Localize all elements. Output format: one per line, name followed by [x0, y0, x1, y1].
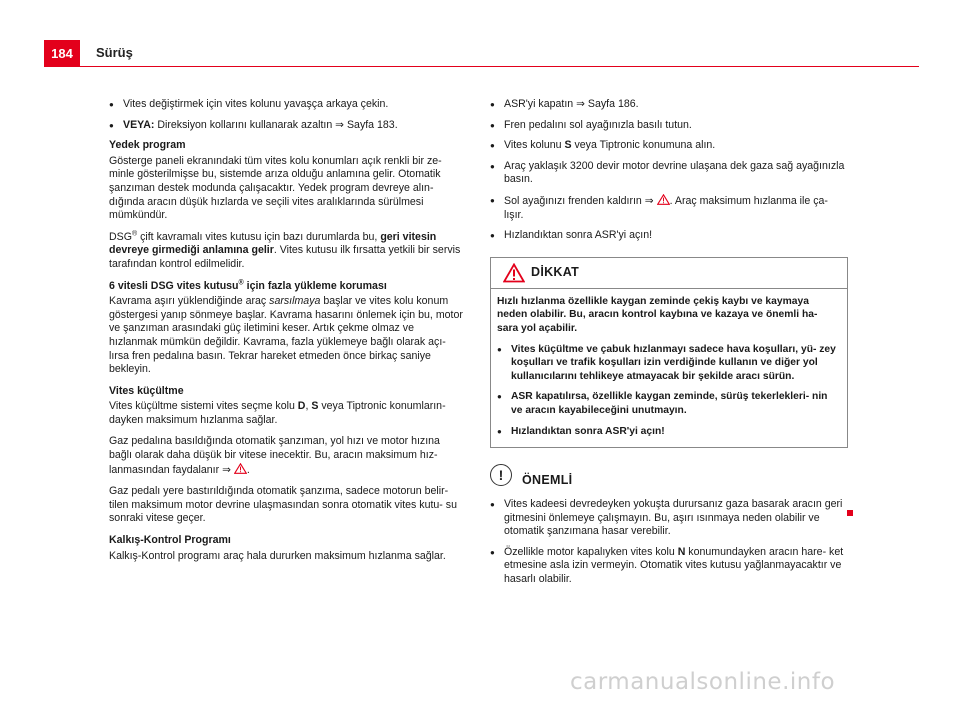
- section-heading: Vites küçültme: [109, 384, 184, 397]
- page-header: [0, 0, 960, 70]
- section-heading: 6 vitesli DSG vites kutusu® için fazla yükleme koruması: [109, 279, 387, 292]
- paragraph: Vites küçültme sistemi vites seçme kolu D, S veya Tiptronic konumların- dayken maksimum hızlanma sağlar.: [109, 400, 446, 426]
- list-item: ● Sol ayağınızı frenden kaldırın ⇒ . Araç maksimum hızlanma ile ça- lışır.: [490, 194, 848, 222]
- list-item: ● Özellikle motor kapalıyken vites kolu N konumundayken aracın hare- ket etmesine asla izin vermeyin. Otomatik vites kutusu yağlanmayacaktır ve hasarlı olabilir.: [490, 546, 848, 587]
- paragraph: Gösterge paneli ekranındaki tüm vites kolu konumları açık renkli bir ze- minle gösterilmişse bu, sistemde arıza olduğu anlamına gelir. Otomatik şanzıman destek modunda çalışacaktır. Yedek program devreye alın- dığında aracın düşük hızlarda ve seçili vites aralıklarında sürülmesi mümkündür.: [109, 154, 442, 222]
- warning-title: DİKKAT: [531, 264, 580, 279]
- warning-triangle-icon: [503, 263, 525, 283]
- note-title: ÖNEMLİ: [522, 473, 573, 488]
- section-heading: Kalkış-Kontrol Programı: [109, 534, 231, 547]
- list-item: ● VEYA: Direksiyon kollarını kullanarak azaltın ⇒ Sayfa 183.: [109, 119, 464, 133]
- left-column: [109, 98, 464, 571]
- list-item: ● Araç yaklaşık 3200 devir motor devrine ulaşana dek gaza sağ ayağınızla basın.: [490, 160, 848, 187]
- warning-triangle-icon[interactable]: [657, 194, 670, 205]
- page-number: 184: [44, 40, 80, 67]
- right-column: [490, 98, 848, 594]
- warning-box: [490, 257, 848, 448]
- warning-triangle-icon[interactable]: [234, 463, 247, 474]
- list-item: ● ASR kapatılırsa, özellikle kaygan zeminde, sürüş tekerlekleri- nin ve aracın kayabileceğini unutmayın.: [497, 390, 841, 417]
- list-item: ● Hızlandıktan sonra ASR'yi açın!: [497, 425, 841, 439]
- list-item: ● Vites değiştirmek için vites kolunu yavaşça arkaya çekin.: [109, 98, 464, 112]
- header-rule: [44, 66, 919, 67]
- paragraph: Kalkış-Kontrol programı araç hala dururken maksimum hızlanma sağlar.: [109, 549, 446, 562]
- section-heading: Yedek program: [109, 139, 186, 152]
- watermark: carmanualsonline.info: [570, 669, 836, 695]
- list-item: ● Fren pedalını sol ayağınızla basılı tutun.: [490, 119, 848, 133]
- paragraph: Kavrama aşırı yüklendiğinde araç sarsılmaya başlar ve vites kolu konum göstergesi yanıp sönmeye başlar. Kavrama hasarını önlemek için bu, motor ve şanzıman arasındaki güç iletimini keser. Artık çekme olmaz ve hızlanmak mümkün değildir. Kavrama, fazla yüklemeye bağlı olarak açı- lırsa fren pedalına basın. Tekrar hareket etmeden önce birkaç saniye bekleyin.: [109, 295, 463, 376]
- warning-body: [491, 289, 847, 447]
- paragraph: Gaz pedalına basıldığında otomatik şanzıman, yol hızı ve motor hızına bağlı olarak daha düşük bir vitese inecektir. Bu, aracın maksimum hız- lanmasından faydalanır ⇒ .: [109, 435, 440, 476]
- warning-header: [491, 258, 847, 289]
- paragraph: Hızlı hızlanma özellikle kaygan zeminde çekiş kaybı ve kaymaya neden olabilir. Bu, aracın kontrol kaybına ve kazaya ve önemli ha- sara yol açabilir.: [497, 295, 818, 334]
- list-item: ● Vites kadeesi devredeyken yokuşta durursanız gaza basarak aracın geri gitmesini önlemeye çalışmayın. Bu, aşırı ısınmaya neden olabilir ve otomatik şanzımana hasar verebilir.: [490, 498, 848, 539]
- list-item: ● Vites küçültme ve çabuk hızlanmayı sadece hava koşulları, yü- zey koşulları ve trafik koşulları izin verdiğinde kullanın ve diğer yol kullanıcılarını tehlikeye atmayacak bir şekilde aracı sürün.: [497, 343, 841, 384]
- list-item: ● ASR'yi kapatın ⇒ Sayfa 186.: [490, 98, 848, 112]
- paragraph: DSG® çift kavramalı vites kutusu için bazı durumlarda bu, geri vitesin devreye girmediği anlamına gelir. Vites kutusu ilk fırsatta yetkili bir servis tarafından kontrol edilmelidir.: [109, 230, 461, 270]
- chapter-title: Sürüş: [96, 45, 133, 60]
- list-item: ● Vites kolunu S veya Tiptronic konumuna alın.: [490, 139, 848, 153]
- note-header: [490, 464, 848, 492]
- list-item: ● Hızlandıktan sonra ASR'yi açın!: [490, 229, 848, 243]
- end-square-icon: [847, 510, 853, 516]
- paragraph: Gaz pedalı yere bastırıldığında otomatik şanzıma, sadece motorun belir- tilen maksimum motor devrine ulaşmasından sonra otomatik vites kutu- su sonraki vitese geçer.: [109, 485, 457, 525]
- exclamation-circle-icon: !: [490, 464, 512, 486]
